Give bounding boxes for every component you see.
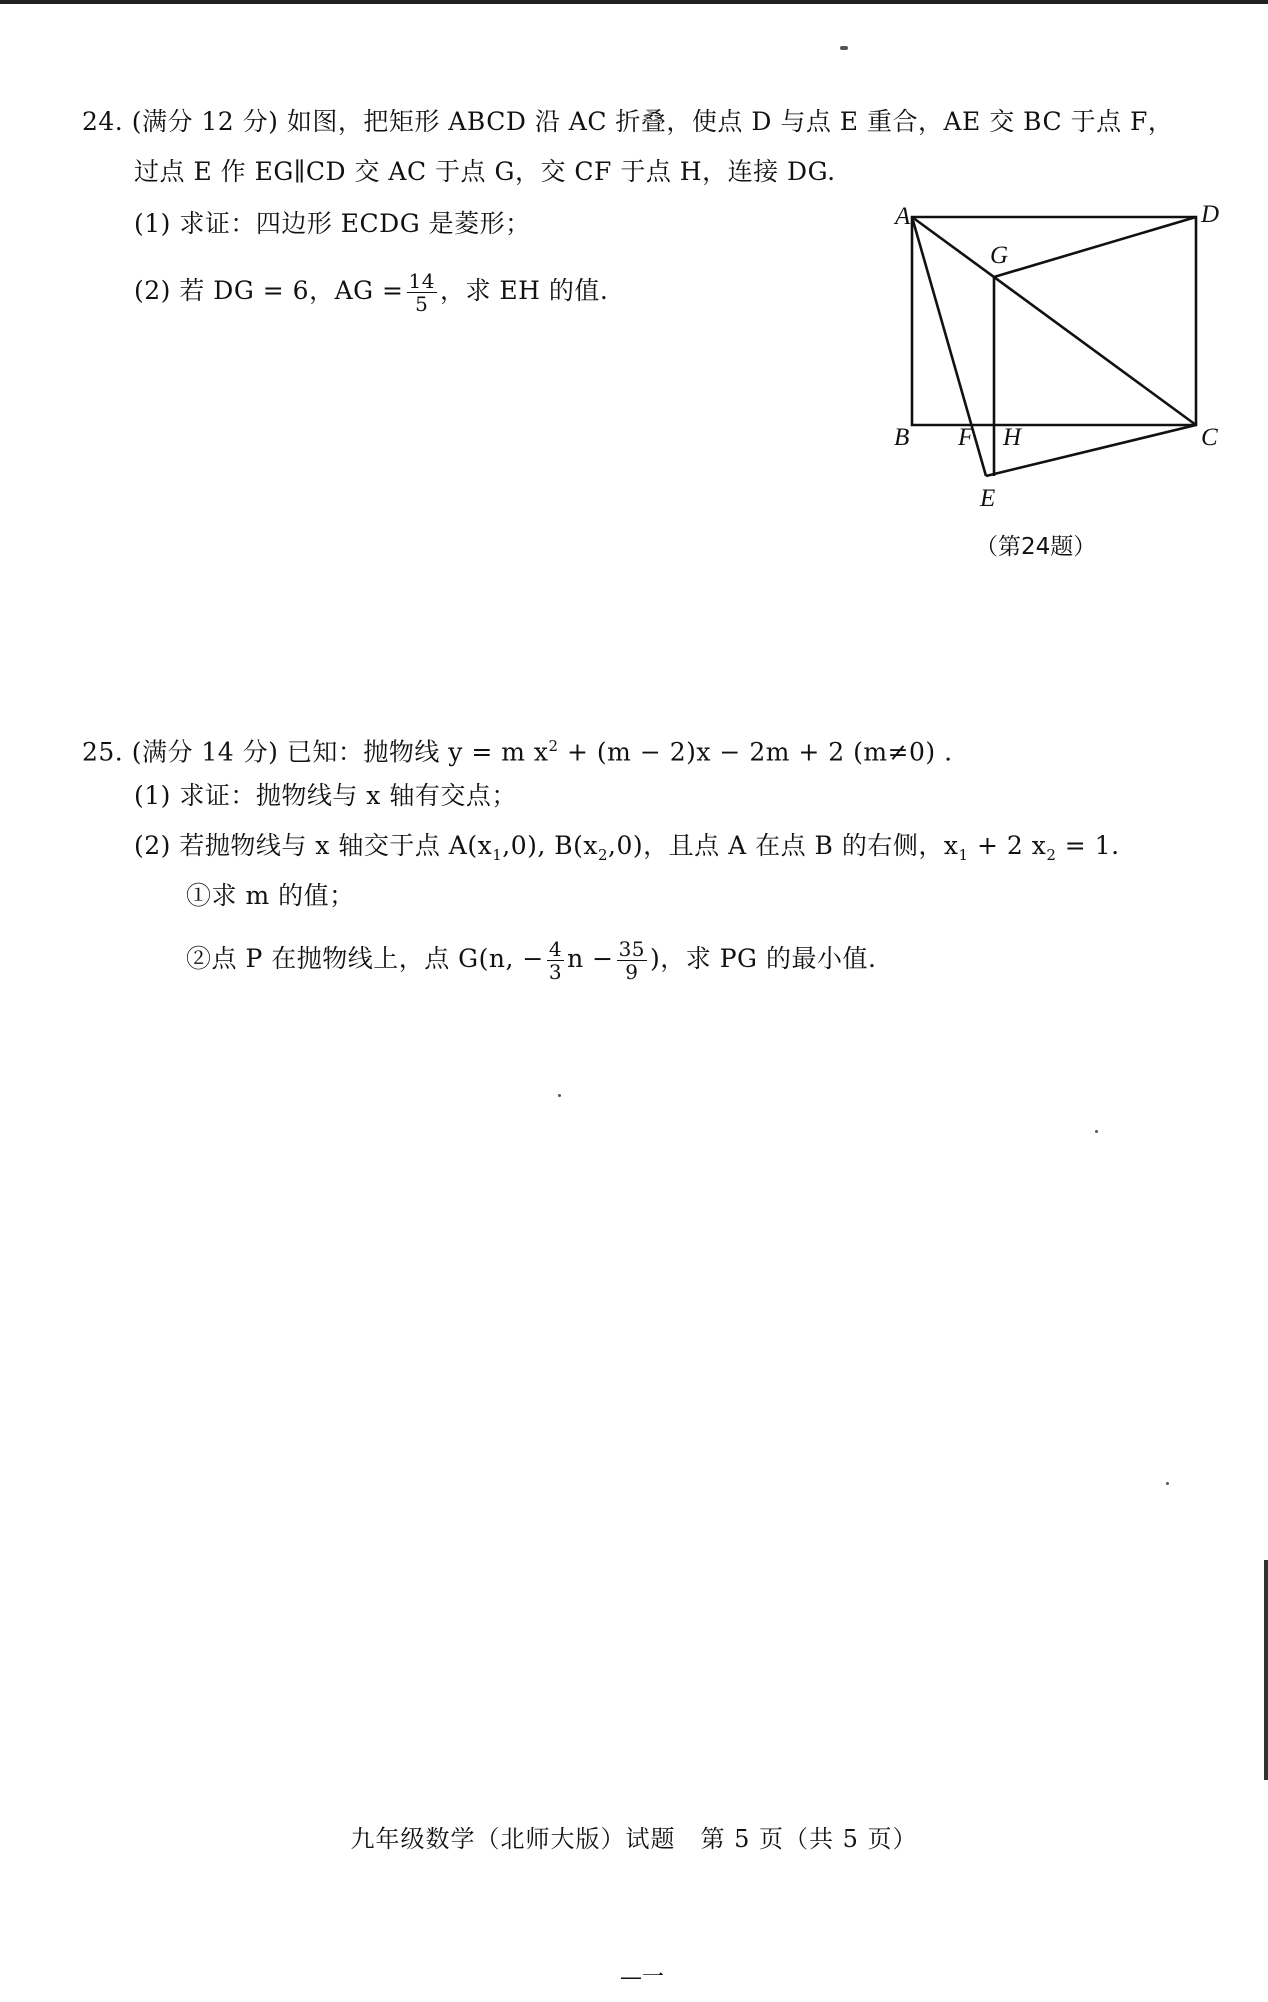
- label-g: G: [990, 242, 1009, 269]
- label-a: A: [895, 203, 911, 230]
- q24-frac-num: 14: [408, 269, 435, 293]
- segment-gd: [994, 217, 1196, 277]
- figure-caption: （第24题）: [975, 534, 1097, 560]
- page-footer: 九年级数学（北师大版）试题 第 5 页（共 5 页）: [350, 1825, 918, 1853]
- q25-part2-a: (2) 若抛物线与 x 轴交于点 A(x: [134, 831, 493, 860]
- scan-speck: [1095, 1130, 1098, 1133]
- q24-part2-suffix: ，求 EH 的值.: [439, 276, 609, 305]
- q25-part2-d: + 2 x: [968, 831, 1047, 860]
- q25-sub-x1b: 1: [958, 846, 969, 864]
- segment-ae: [912, 217, 986, 476]
- scan-speck: [558, 1094, 561, 1097]
- q25-frac1-num: 4: [548, 937, 563, 961]
- q25-sub2: [186, 938, 876, 983]
- q24-line1: 24. (满分 12 分) 如图，把矩形 ABCD 沿 AC 折叠，使点 D 与点 E 重合，AE 交 BC 于点 F，: [82, 107, 1174, 136]
- q25-part2-c: ,0)，且点 A 在点 B 的右侧，x: [608, 831, 959, 860]
- label-d: D: [1201, 201, 1220, 228]
- q25-sub2-prefix: ②点 P 在抛物线上，点 G(n, −: [186, 944, 544, 973]
- q25-frac2-num: 35: [618, 937, 646, 961]
- q25-line1-sup: 2: [548, 737, 559, 755]
- q25-line1-prefix: 25. (满分 14 分) 已知：抛物线 y = m x: [82, 737, 549, 767]
- q25-part2-b: ,0), B(x: [502, 831, 598, 860]
- q25-sub-x2: 2: [598, 846, 609, 864]
- q25-frac2: [617, 938, 647, 983]
- q25-sub1: ①求 m 的值；: [186, 881, 355, 910]
- q25-sub2-suffix: )，求 PG 的最小值.: [650, 944, 877, 973]
- label-h: H: [1003, 424, 1022, 451]
- q25-sub2-mid: n −: [567, 944, 614, 973]
- q25-frac1: [547, 938, 564, 983]
- q25-part2: [134, 828, 1120, 873]
- q25-line1-suffix: + (m − 2)x − 2m + 2 (m≠0) .: [558, 737, 953, 767]
- q24-part2-prefix: (2) 若 DG = 6，AG =: [134, 276, 404, 305]
- page-mark: —一: [620, 1965, 665, 1990]
- label-f: F: [958, 424, 974, 451]
- q25-part2-e: = 1.: [1056, 831, 1120, 860]
- q25-line1: [82, 728, 953, 770]
- label-b: B: [894, 424, 910, 451]
- q24-frac-den: 5: [415, 292, 429, 316]
- segment-ac: [912, 217, 1196, 425]
- label-c: C: [1201, 424, 1218, 451]
- q25-frac1-den: 3: [548, 960, 563, 984]
- scan-speck: [1166, 1482, 1169, 1485]
- q25-sub-x2b: 2: [1046, 846, 1057, 864]
- scan-speck: [840, 46, 848, 50]
- q24-line2: 过点 E 作 EG∥CD 交 AC 于点 G，交 CF 于点 H，连接 DG.: [134, 157, 836, 186]
- q25-part1: (1) 求证：抛物线与 x 轴有交点；: [134, 781, 517, 810]
- q24-part1: (1) 求证：四边形 ECDG 是菱形；: [134, 209, 531, 238]
- q25-sub-x1: 1: [492, 846, 503, 864]
- label-e: E: [980, 485, 996, 512]
- q25-frac2-den: 9: [625, 960, 639, 984]
